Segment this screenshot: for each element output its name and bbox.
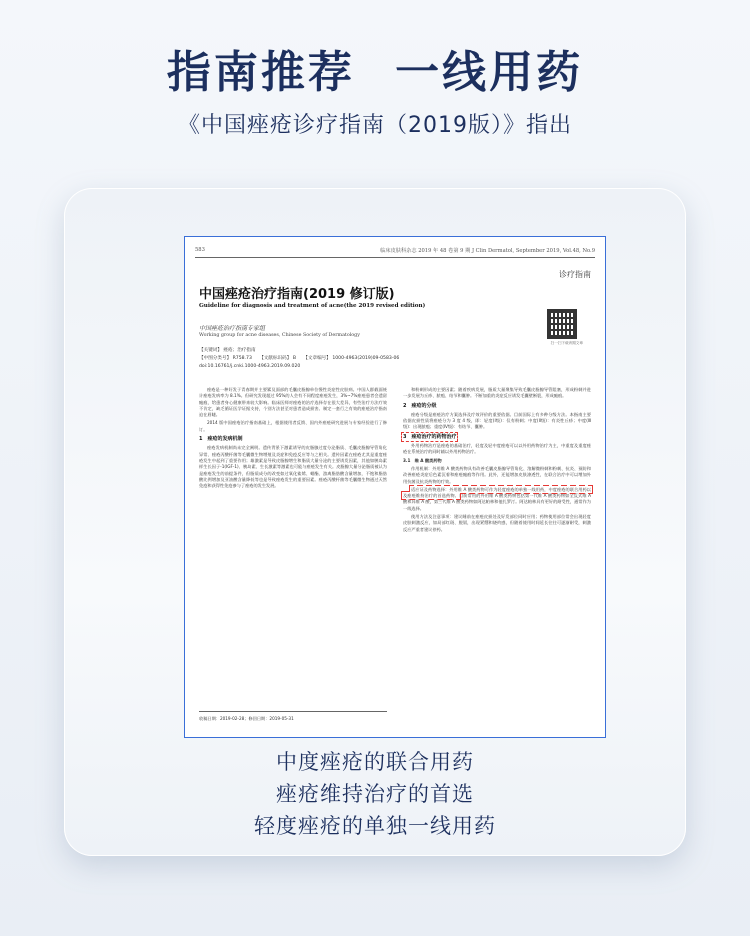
meta-doc-code: 【文献标识码】 B (259, 355, 296, 361)
journal-line: 临床皮肤科杂志 2019 年 48 卷第 9 期 J Clin Dermatol, September 2019, Vol.48, No.9 (380, 248, 595, 254)
highlighted-recommendation: 适应证及药物选择：外用维 A 酸类药物可作为轻度痤疮的单独一线用药，中度痤疮的联合用药以及痤疮维持治疗的首选药物。 (403, 486, 591, 499)
paragraph: 和粉刺形成的主要因素；随着疾病发展，脂质大量聚集导致毛囊皮脂腺导管阻塞，形成粉刺并进一步发展为丘疹、脓疱、结节和囊肿。不断加重的炎症反应诱发毛囊壁断裂，形成瘢痕。 (403, 387, 591, 399)
received-date: 收稿日期：2019-02-28；修回日期：2019-05-31 (199, 711, 387, 722)
document-title-cn: 中国痤疮治疗指南(2019 修订版) (199, 287, 395, 302)
caption-line: 中度痤疮的联合用药 (276, 750, 474, 774)
page-subheading: 《中国痤疮诊疗指南（2019版）》指出 (178, 113, 572, 138)
author-group-en: Working group for acne diseases, Chinese Society of Dermatology (199, 333, 360, 338)
article-meta (199, 347, 594, 370)
paragraph: 2014 版中国痤疮治疗指南基础上，根据使用者反馈、国内外痤疮研究进展与专家经验进行了修订。 (199, 420, 387, 432)
caption-line: 轻度痤疮的单独一线用药 (254, 814, 496, 838)
left-column (199, 387, 387, 491)
paragraph: 痤疮是一种好发于青春期并主要累及面部的毛囊皮脂腺单位慢性炎症性皮肤病。中国人群截面统计痤疮发病率为 8.1%。但研究发现超过 95%的人会有不同程度痤疮发生，3%~7%痤疮患者会遗留瘢痕，给患者身心健康带来较大影响。临床医师对痤疮的治疗选择存在很大差异，有些治疗方法疗效不肯定，缺乏循证医学证据支持，个别方法甚至对患者造成损害。制定一套行之有效的痤疮治疗指南迫在眉睫。 (199, 387, 387, 418)
qr-caption: 扫一扫下载该期文章 (550, 341, 583, 345)
document-title-en: Guideline for diagnosis and treatment of acne(the 2019 revised edition) (199, 303, 426, 309)
highlighted-section-heading: 3 痤疮治疗的药物治疗 (403, 433, 457, 440)
caption-line: 痤疮维持治疗的首选 (276, 782, 474, 806)
summary-captions (64, 746, 686, 842)
meta-row (199, 355, 594, 363)
meta-article-no: 【文章编号】 1000-4963(2019)09-0583-06 (303, 355, 400, 361)
paragraph: 痤疮发病机制尚未完全阐明。遗传背景下激素诱导的皮脂腺过度分泌脂质、毛囊皮脂腺导管角化异常、痤疮丙酸杆菌等毛囊微生物增殖及炎症和免疫反应等与之相关。遗传因素在痤疮尤其是重度痤疮发生中起到了重要作用；雄激素是导致皮脂腺增生和脂质大量分泌的主要诱发因素，其他如胰岛素样生长因子-1(IGF-1)、胰岛素、生长激素等激素也可能与痤疮发生有关。皮脂腺大量分泌脂质被认为是痤疮发生的前提条件，但脂质成分的改变如过氧化鲨烯、蜡酯、游离脂肪酸含量增加，不饱和脂肪酸比例增加及亚油酸含量降低等也是导致痤疮发生的重要因素。痤疮丙酸杆菌等毛囊微生物通过天然免疫和获得性免疫参与了痤疮的发生发展。 (199, 445, 387, 489)
section-heading: 2 痤疮的分级 (403, 402, 437, 409)
section-heading-wrapper (403, 434, 591, 440)
meta-clc: 【中图分类号】 R758.73 (199, 355, 252, 361)
meta-doi: doi:10.16761/j.cnki.1000-4963.2019.09.020 (199, 363, 301, 369)
section-tag: 诊疗指南 (559, 270, 591, 279)
qr-code-icon (547, 309, 577, 339)
page-number: 583 (195, 247, 205, 253)
paragraph: 痤疮分级是痤疮治疗方案选择及疗效评价的重要依据。目前国际上有多种分级方法。本指南主要依据皮损性质将痤疮分为 3 度 4 级，即：轻度(Ⅰ级)：仅有粉刺；中度(Ⅱ级)：有炎性丘疹；中度(Ⅲ级)：出现脓疱；重度(Ⅳ级)：有结节、囊肿。 (403, 411, 591, 430)
header-rule (195, 257, 595, 258)
subsection-heading: 3.1 维 A 酸类药物 (403, 457, 442, 463)
page-heading: 指南推荐 一线用药 (166, 47, 584, 98)
paragraph: 使用方法及注意事项：建议睡前在痤疮皮损处及好发部位同时应用；药物使用部位常会出现轻度皮肤刺激反应，如局部红斑、脱屑，出现紧绷和烧灼感，但随着使用时间延长往往可逐渐耐受，刺激反应严重者建议停药。 (403, 514, 591, 532)
paragraph (403, 487, 591, 512)
meta-keywords: 【关键词】 痤疮；治疗指南 (199, 348, 256, 353)
right-column (403, 387, 591, 535)
document-card (64, 188, 686, 856)
paragraph-continuation: 目前常用的外用维 A 酸类药物包括第一代维 A 酸类药物如全反式维 A 酸和异维 A 酸，第三代维 A 酸类药物如阿达帕林和他扎罗汀。阿达帕林具有更好的耐受性，通常作为一线选择。 (403, 493, 591, 511)
author-group-cn: 中国痤疮治疗指南专家组 (199, 325, 266, 332)
section-heading: 1 痤疮的发病机制 (199, 436, 243, 443)
guideline-document-image (184, 236, 606, 738)
paragraph: 作用机制：外用维 A 酸类药物具有改善毛囊皮脂腺导管角化、溶解微粉刺和粉刺、抗炎、预防和改善痤疮炎症后色素沉着和痤疮瘢痕等作用。此外，还能增加皮肤渗透性，在联合治疗中可以增加外用抗菌及抗炎药物的疗效。 (403, 465, 591, 484)
paragraph: 外用药物治疗是痤疮的基础治疗，轻度及轻中度痤疮可以以外用药物治疗为主，中重度及重度痤疮在系统治疗的同时辅以外用药物治疗。 (403, 443, 591, 455)
